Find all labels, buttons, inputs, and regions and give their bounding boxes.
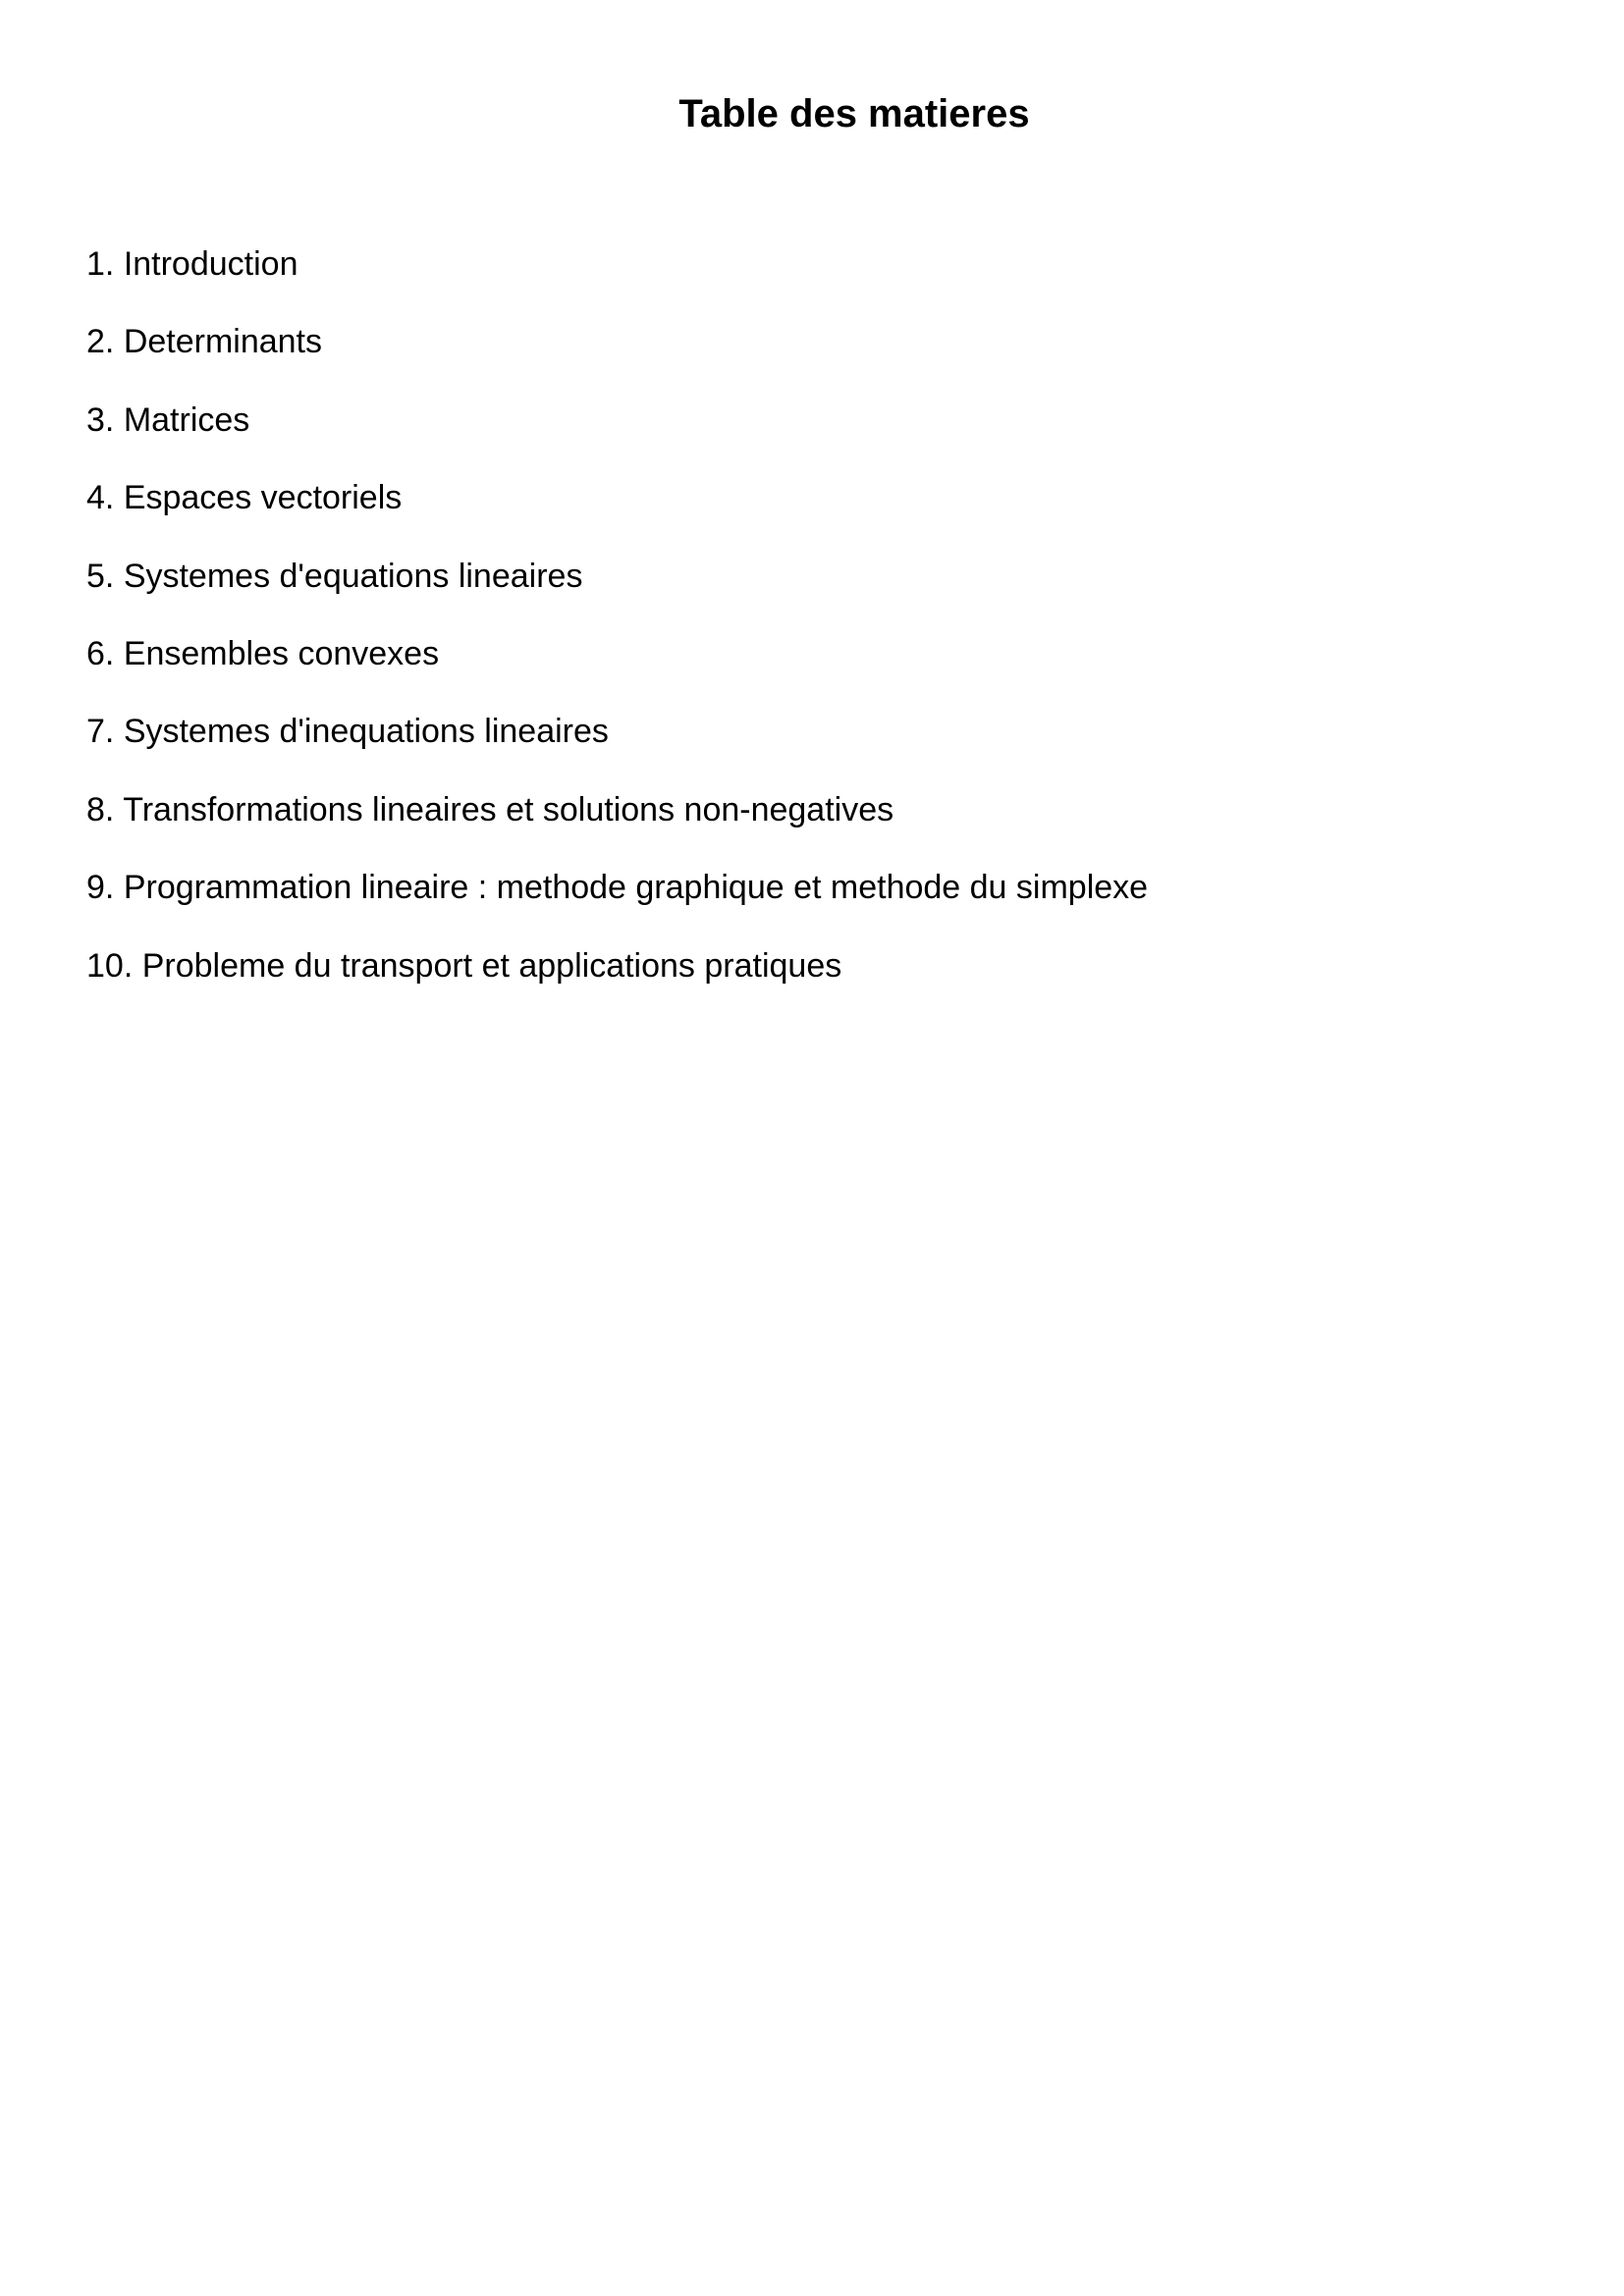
- toc-entry-1: [86, 242, 1148, 286]
- toc-entry-number: 9.: [86, 869, 115, 907]
- toc-entry-2: [86, 320, 1148, 363]
- toc-entry-label: Ensembles convexes: [123, 634, 440, 672]
- toc-entry-number: 7.: [86, 713, 115, 751]
- toc-entry-number: 2.: [86, 323, 115, 361]
- toc-entry-label: Transformations lineaires et solutions non-negatives: [123, 790, 894, 828]
- page-title: Table des matieres: [678, 92, 1030, 135]
- toc-entry-label: Probleme du transport et applications pratiques: [141, 946, 842, 985]
- toc-entry-label: Espaces vectoriels: [123, 479, 403, 517]
- toc-entry-number: 3.: [86, 400, 115, 439]
- toc-entry-label: Introduction: [123, 245, 298, 283]
- toc-entry-label: Systemes d'equations lineaires: [123, 557, 583, 595]
- toc-entry-3: [86, 399, 1148, 442]
- toc-entry-number: 4.: [86, 479, 115, 517]
- toc-entry-7: [86, 710, 1148, 753]
- toc-entry-number: 6.: [86, 634, 115, 672]
- toc-entry-10: [86, 944, 1148, 988]
- toc-entry-label: Matrices: [123, 400, 250, 439]
- toc-entry-number: 10.: [86, 946, 134, 985]
- toc-entry-6: [86, 632, 1148, 675]
- toc-entry-number: 8.: [86, 790, 115, 828]
- table-of-contents: [86, 242, 1148, 1022]
- toc-entry-label: Systemes d'inequations lineaires: [123, 713, 609, 751]
- toc-entry-number: 1.: [86, 245, 115, 283]
- toc-entry-4: [86, 476, 1148, 519]
- toc-entry-9: [86, 866, 1148, 909]
- toc-entry-8: [86, 788, 1148, 831]
- toc-entry-label: Programmation lineaire : methode graphique et methode du simplexe: [123, 869, 1149, 907]
- toc-entry-label: Determinants: [123, 323, 323, 361]
- toc-entry-5: [86, 555, 1148, 598]
- toc-entry-number: 5.: [86, 557, 115, 595]
